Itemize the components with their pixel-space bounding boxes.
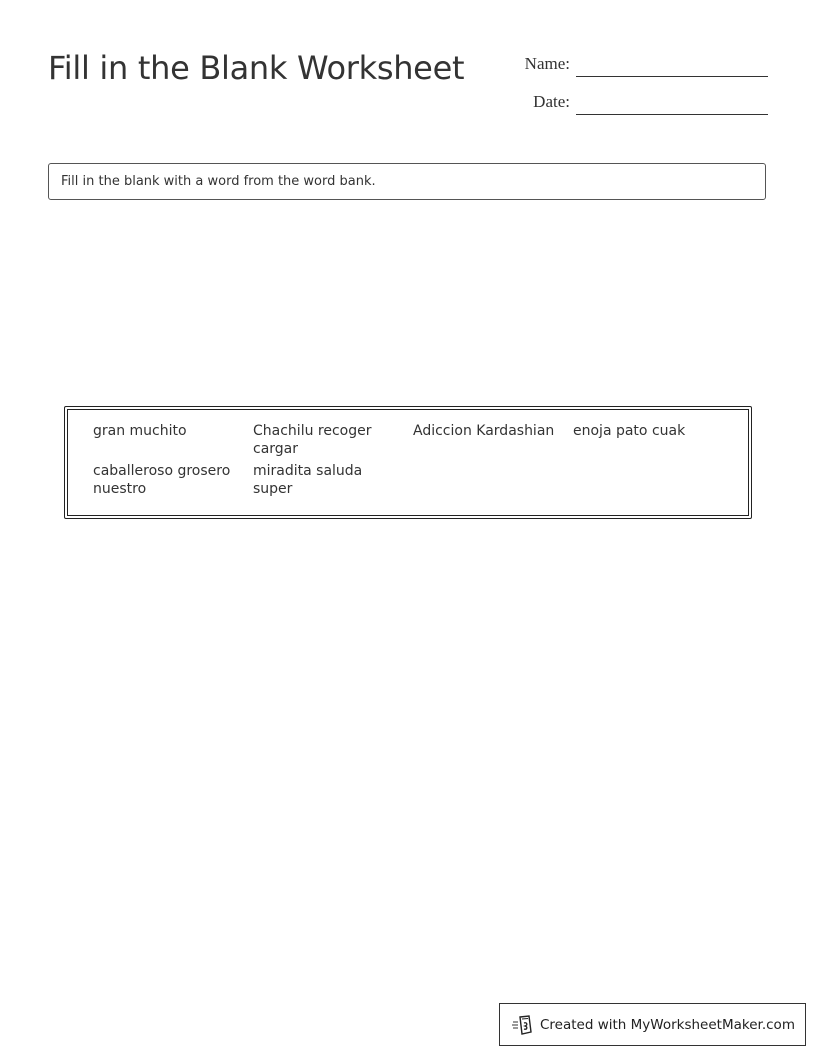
date-label: Date: <box>533 92 570 111</box>
instructions-box <box>48 163 766 200</box>
word-bank-item: gran muchito <box>93 423 187 439</box>
word-bank-item: enoja pato cuak <box>573 423 686 439</box>
word-bank-item: caballeroso grosero nuestro <box>93 463 231 497</box>
name-input-line[interactable] <box>576 76 768 77</box>
word-bank-item: miradita saluda super <box>253 463 363 497</box>
word-bank-item: Chachilu recoger cargar <box>253 423 372 457</box>
footer-credit[interactable] <box>499 1003 806 1046</box>
page-title: Fill in the Blank Worksheet <box>48 49 465 87</box>
word-bank <box>64 406 752 519</box>
instructions-text: Fill in the blank with a word from the word bank. <box>61 174 376 189</box>
name-label: Name: <box>524 54 570 73</box>
word-bank-item: Adiccion Kardashian <box>413 423 555 439</box>
word-bank-row <box>93 422 733 458</box>
worksheet-logo-icon <box>512 1014 534 1036</box>
footer-text: Created with MyWorksheetMaker.com <box>540 1016 795 1033</box>
word-bank-list <box>93 422 733 502</box>
word-bank-row <box>93 462 733 498</box>
date-input-line[interactable] <box>576 114 768 115</box>
